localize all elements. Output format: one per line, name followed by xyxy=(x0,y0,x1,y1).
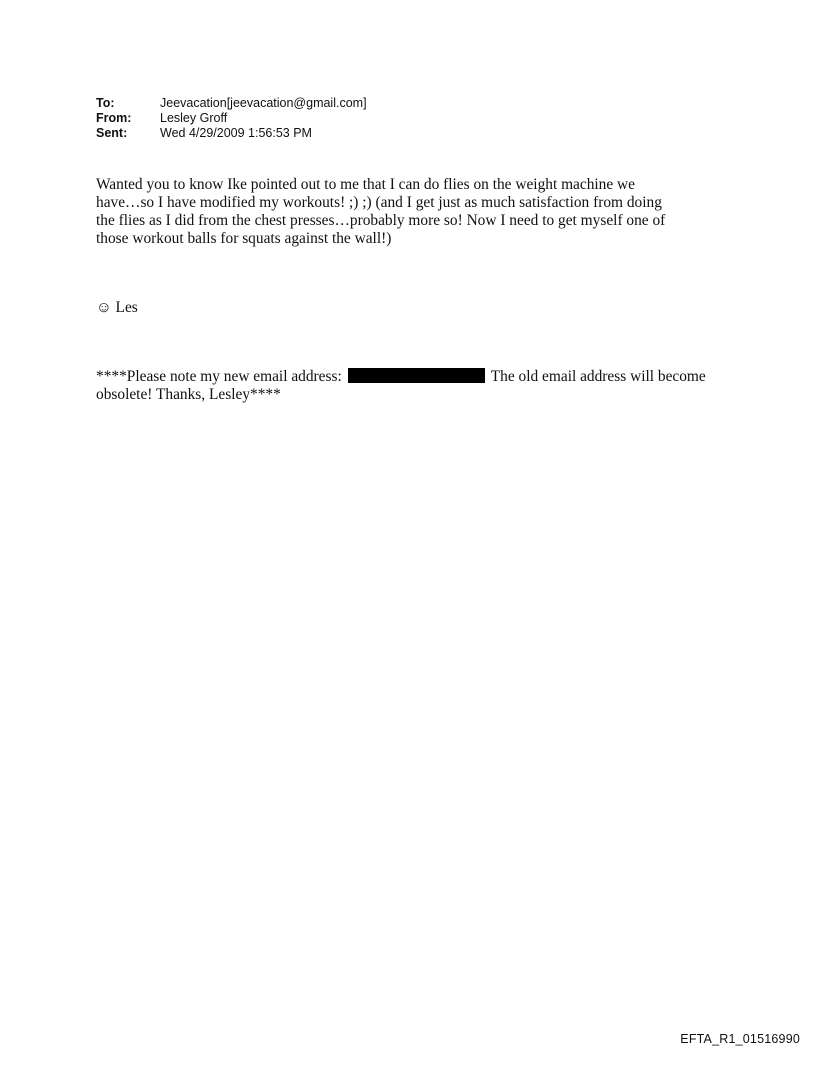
header-from-row xyxy=(96,111,367,126)
body-line-2: have…so I have modified my workouts! ;) ;) (and I get just as much satisfaction from doing xyxy=(96,194,662,211)
email-body-paragraph xyxy=(96,176,726,248)
document-id: EFTA_R1_01516990 xyxy=(680,1032,800,1046)
email-address-note xyxy=(96,368,726,404)
to-value: Jeevacation[jeevacation@gmail.com] xyxy=(160,96,367,110)
email-signoff: ☺ Les xyxy=(96,299,138,316)
sent-value: Wed 4/29/2009 1:56:53 PM xyxy=(160,126,312,140)
note-text-before: ****Please note my new email address: xyxy=(96,368,342,385)
sent-label: Sent: xyxy=(96,126,128,140)
redaction-box xyxy=(348,368,485,383)
header-to-row xyxy=(96,96,367,111)
body-line-3: the flies as I did from the chest presses…probably more so! Now I need to get myself one of xyxy=(96,212,666,229)
from-value: Lesley Groff xyxy=(160,111,228,125)
email-header xyxy=(96,96,367,141)
header-sent-row xyxy=(96,126,367,141)
body-line-4: those workout balls for squats against the wall!) xyxy=(96,230,392,247)
note-text-after: The old email address will become xyxy=(490,368,706,385)
from-label: From: xyxy=(96,111,132,125)
note-line-1 xyxy=(96,368,726,386)
body-line-1: Wanted you to know Ike pointed out to me that I can do flies on the weight machine we xyxy=(96,176,636,193)
note-line-2: obsolete! Thanks, Lesley**** xyxy=(96,386,281,403)
to-label: To: xyxy=(96,96,115,110)
